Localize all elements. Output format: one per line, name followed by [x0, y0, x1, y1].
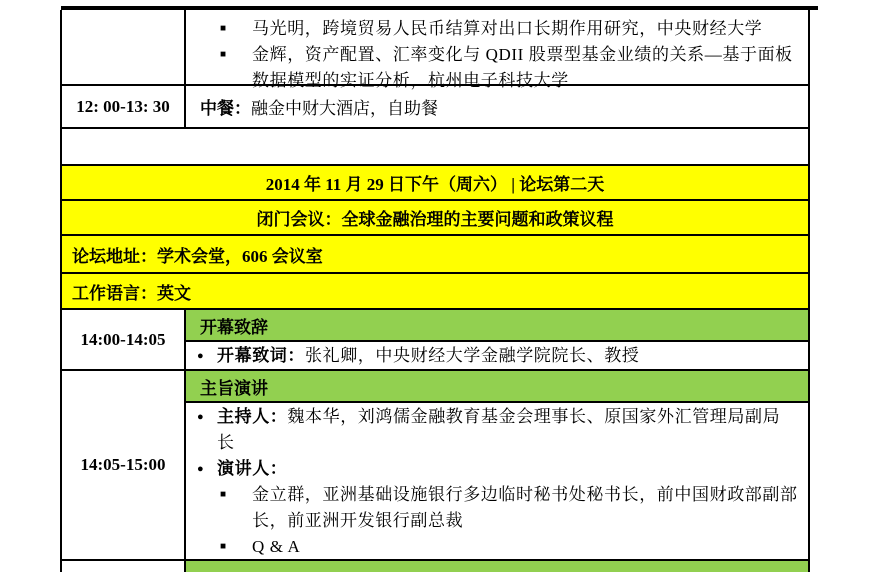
row-spacer	[62, 129, 808, 166]
paper-text: 马光明，跨境贸易人民币结算对出口长期作用研究，中央财经大学	[252, 19, 763, 38]
opening-time: 14:00-14:05	[62, 310, 186, 369]
keynote-header: 主旨演讲	[186, 371, 808, 403]
bullet-dot-icon: ●	[197, 349, 204, 362]
spacer-cell	[62, 129, 808, 164]
keynote-cell	[186, 371, 808, 559]
host-label: 主持人：	[217, 407, 288, 426]
lunch-cell	[186, 86, 808, 127]
bullet-square-icon: ■	[220, 49, 227, 60]
paper-list	[186, 10, 808, 90]
row-keynote	[62, 371, 808, 561]
next-header-partial	[186, 561, 808, 572]
host-item	[197, 404, 796, 456]
qa-text: Q & A	[252, 537, 301, 556]
lunch-text: 融金中财大酒店，自助餐	[251, 99, 438, 118]
speakers-label: 演讲人：	[217, 459, 288, 478]
lunch-line	[186, 94, 438, 119]
bullet-dot-icon: ●	[197, 463, 204, 475]
keynote-time: 14:05-15:00	[62, 371, 186, 559]
opening-remarks-item	[197, 343, 639, 369]
language-text: 工作语言：英文	[62, 274, 808, 308]
row-session-title	[62, 201, 808, 236]
keynote-content	[186, 403, 808, 559]
next-time-cell-empty	[62, 561, 186, 572]
row-paper-list	[62, 10, 808, 90]
speaker-text: 金立群，亚洲基础设施银行多边临时秘书处秘书长，前中国财政部副部长，前亚洲开发银行副总裁	[252, 485, 798, 530]
row-opening	[62, 310, 808, 371]
paper-item	[220, 16, 802, 42]
opening-remarks-text-line	[217, 343, 639, 369]
opening-remarks-row	[186, 342, 808, 369]
row-lunch	[62, 86, 808, 129]
speaker-item	[220, 482, 802, 534]
bullet-square-icon: ■	[220, 541, 227, 552]
day2-banner-text: 2014 年 11 月 29 日下午（周六） | 论坛第二天	[62, 166, 808, 199]
opening-remarks-label: 开幕致词：	[217, 345, 305, 365]
qa-item	[220, 534, 802, 560]
agenda-table	[60, 10, 810, 572]
paper-time-cell-empty	[62, 10, 186, 84]
host-text: 魏本华，刘鸿儒金融教育基金会理事长、原国家外汇管理局副局长	[217, 407, 781, 452]
lunch-label: 中餐：	[200, 99, 251, 118]
opening-header: 开幕致辞	[186, 310, 808, 342]
row-venue	[62, 236, 808, 274]
host-text-line	[217, 404, 796, 456]
paper-text: 金辉，资产配置、汇率变化与 QDII 股票型基金业绩的关系—基于面板数据模型的实证分析，杭州电子科技大学	[252, 45, 793, 90]
venue-text: 论坛地址：学术会堂，606 会议室	[62, 236, 808, 272]
bullet-dot-icon: ●	[197, 411, 204, 423]
row-next-partial	[62, 561, 808, 572]
row-day2-banner	[62, 166, 808, 201]
row-language	[62, 274, 808, 310]
bullet-square-icon: ■	[220, 23, 227, 34]
opening-remarks-text: 张礼卿，中央财经大学金融学院院长、教授	[305, 345, 640, 365]
session-title-text: 闭门会议：全球金融治理的主要问题和政策议程	[62, 201, 808, 234]
speakers-label-item	[197, 456, 796, 482]
lunch-time: 12: 00-13: 30	[62, 86, 186, 127]
opening-cell	[186, 310, 808, 369]
bullet-square-icon: ■	[220, 489, 227, 500]
